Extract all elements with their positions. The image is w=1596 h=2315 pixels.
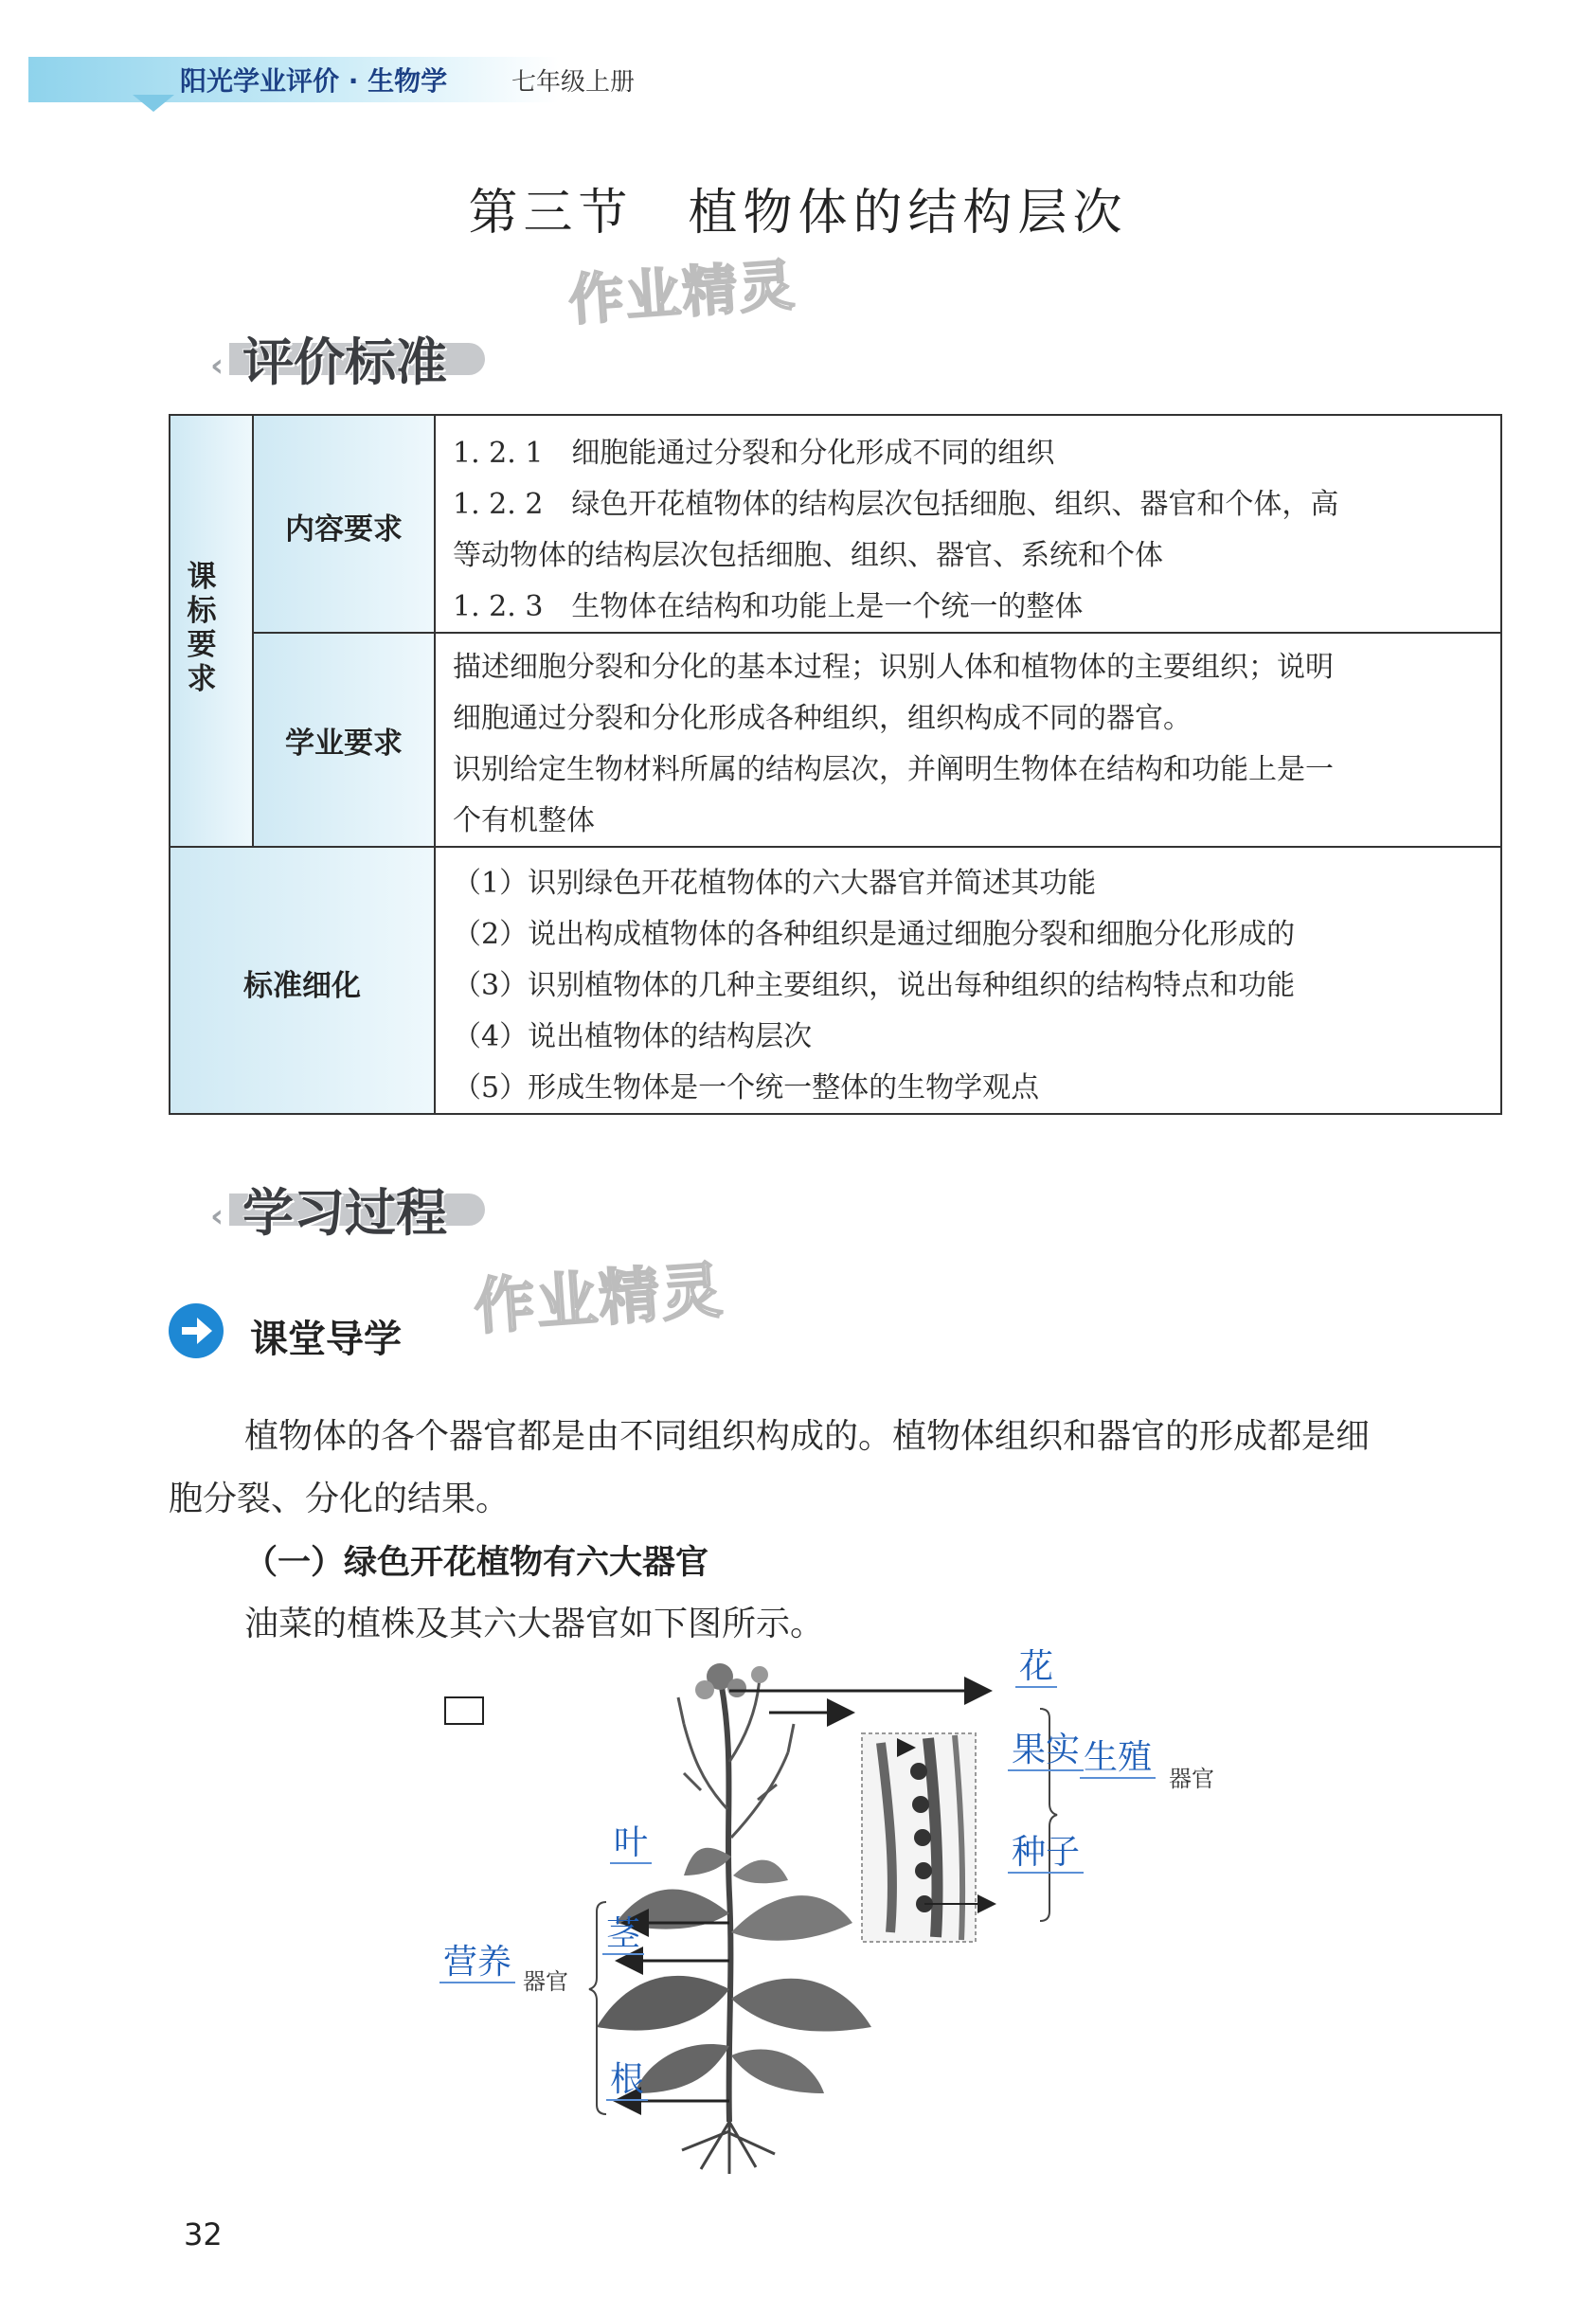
chevron-left-icon: ‹ xyxy=(210,347,224,385)
table-text-line: （5）形成生物体是一个统一整体的生物学观点 xyxy=(453,1071,1040,1104)
banner-label: 评价标准 xyxy=(242,332,447,392)
organ-suffix: 器官 xyxy=(523,1968,568,1995)
watermark: 作业精灵 xyxy=(472,1255,726,1344)
table-text-line: 1. 2. 2 绿色开花植物体的结构层次包括细胞、组织、器官和个体，高 xyxy=(453,488,1339,521)
organ-label-seed: 种子 xyxy=(1008,1834,1084,1874)
organ-label-root: 根 xyxy=(606,2061,648,2101)
paragraph-line: 胞分裂、分化的结果。 xyxy=(169,1480,511,1518)
group-label xyxy=(178,560,225,696)
watermark: 作业精灵 xyxy=(566,252,798,333)
table-divider xyxy=(252,632,1500,634)
evaluation-table xyxy=(169,414,1502,1115)
group-label-char: 要 xyxy=(187,628,217,662)
row-label: 学业要求 xyxy=(285,727,403,761)
table-text-line: （3）识别植物体的几种主要组织，说出每种组织的结构特点和功能 xyxy=(453,969,1296,1002)
row-label: 内容要求 xyxy=(285,512,403,547)
arrow-right-circle-icon xyxy=(169,1303,224,1358)
table-text-line: 1. 2. 3 生物体在结构和功能上是一个统一的整体 xyxy=(453,590,1084,623)
organ-label-leaf: 叶 xyxy=(610,1824,652,1864)
page-title: 第三节 植物体的结构层次 xyxy=(468,185,1128,242)
organ-label-fruit: 果实 xyxy=(1008,1732,1084,1771)
paragraph-line: 植物体的各个器官都是由不同组织构成的。植物体组织和器官的形成都是细 xyxy=(244,1417,1371,1456)
organ-label-flower: 花 xyxy=(1015,1648,1057,1688)
table-divider xyxy=(170,846,1500,848)
plant-organs-figure xyxy=(417,1648,1269,2179)
book-series-title: 阳光学业评价 · 生物学 xyxy=(180,65,448,97)
figure-intro: 油菜的植株及其六大器官如下图所示。 xyxy=(244,1605,825,1643)
section-banner-evaluation xyxy=(210,322,494,392)
page-number: 32 xyxy=(184,2216,223,2252)
table-text-line: 细胞通过分裂和分化形成各种组织，组织构成不同的器官。 xyxy=(453,702,1192,735)
table-text-line: （2）说出构成植物体的各种组织是通过细胞分裂和细胞分化形成的 xyxy=(453,918,1296,951)
table-text-line: 等动物体的结构层次包括细胞、组织、器官、系统和个体 xyxy=(453,539,1163,572)
group-label-reproductive: 生殖 xyxy=(1080,1739,1156,1779)
book-grade: 七年级上册 xyxy=(511,68,636,97)
table-divider xyxy=(252,416,254,846)
table-text-line: 个有机整体 xyxy=(453,804,595,837)
table-text-line: 1. 2. 1 细胞能通过分裂和分化形成不同的组织 xyxy=(453,437,1055,470)
chevron-left-icon: ‹ xyxy=(210,1197,224,1235)
group-label-char: 课 xyxy=(187,560,217,594)
section-banner-learning xyxy=(210,1173,494,1243)
section-heading: （一）绿色开花植物有六大器官 xyxy=(244,1544,709,1582)
subheading-text: 课堂导学 xyxy=(250,1318,402,1361)
row-label: 标准细化 xyxy=(243,969,361,1003)
table-text-line: （4）说出植物体的结构层次 xyxy=(453,1020,813,1053)
table-text-line: 识别给定生物材料所属的结构层次，并阐明生物体在结构和功能上是一 xyxy=(453,753,1334,786)
rapeseed-plant-illustration xyxy=(417,1648,1269,2179)
organ-label-stem: 茎 xyxy=(602,1915,644,1955)
organ-suffix: 器官 xyxy=(1169,1766,1214,1792)
group-label-char: 求 xyxy=(187,662,217,696)
header-band-tip xyxy=(133,95,174,112)
group-label-char: 标 xyxy=(187,594,217,628)
row-label-cell xyxy=(254,416,434,846)
banner-label: 学习过程 xyxy=(242,1183,447,1243)
table-text-line: 描述细胞分裂和分化的基本过程；识别人体和植物体的主要组织；说明 xyxy=(453,651,1334,684)
table-divider xyxy=(434,416,436,1113)
group-label-nutritive: 营养 xyxy=(439,1944,515,1983)
table-text-line: （1）识别绿色开花植物体的六大器官并简述其功能 xyxy=(453,867,1097,900)
